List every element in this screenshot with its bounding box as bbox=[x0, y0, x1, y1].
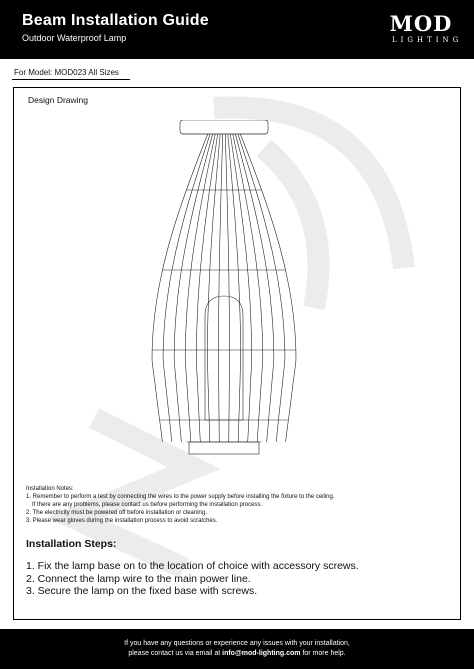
note-line: 2. The electricity must be powered off before installation or cleaning. bbox=[26, 510, 207, 516]
logo-subtext: LIGHTING bbox=[392, 36, 463, 44]
steps-title: Installation Steps: bbox=[26, 538, 117, 550]
model-text: For Model: MOD023 All Sizes bbox=[14, 68, 119, 77]
logo-mark: MOD bbox=[389, 11, 453, 36]
guide-subtitle: Outdoor Waterproof Lamp bbox=[22, 33, 127, 43]
support-email-link[interactable]: info@mod-lighting.com bbox=[222, 650, 301, 657]
note-line: 1. Remember to perform a test by connecting the wires to the power supply before installing the fixture to the ceiling. bbox=[26, 494, 335, 500]
step-item: 3. Secure the lamp on the fixed base with screws. bbox=[26, 585, 258, 597]
footer-line-1: If you have any questions or experience any issues with your installation, bbox=[124, 640, 350, 647]
footer-line-2 bbox=[0, 649, 474, 659]
step-item: 2. Connect the lamp wire to the main power line. bbox=[26, 572, 251, 585]
steps-list bbox=[26, 560, 359, 598]
design-drawing-label: Design Drawing bbox=[28, 95, 88, 105]
footer-prefix: please contact us via email at bbox=[128, 650, 223, 657]
note-line: If there are any problems, please contact us before performing the installation process. bbox=[32, 502, 263, 508]
footer-suffix: for more help. bbox=[300, 650, 346, 657]
installation-notes bbox=[26, 485, 335, 525]
footer-bar bbox=[0, 629, 474, 669]
guide-title: Beam Installation Guide bbox=[22, 12, 209, 29]
content-frame bbox=[13, 87, 461, 620]
brand-logo bbox=[388, 11, 463, 49]
note-line: 3. Please wear gloves during the installation process to avoid scratches. bbox=[26, 518, 218, 524]
model-underline bbox=[12, 79, 130, 80]
notes-title: Installation Notes: bbox=[26, 486, 74, 492]
header-bar bbox=[0, 0, 474, 59]
lamp-drawing bbox=[149, 120, 299, 480]
step-item: 1. Fix the lamp base on to the location of choice with accessory screws. bbox=[26, 560, 359, 572]
